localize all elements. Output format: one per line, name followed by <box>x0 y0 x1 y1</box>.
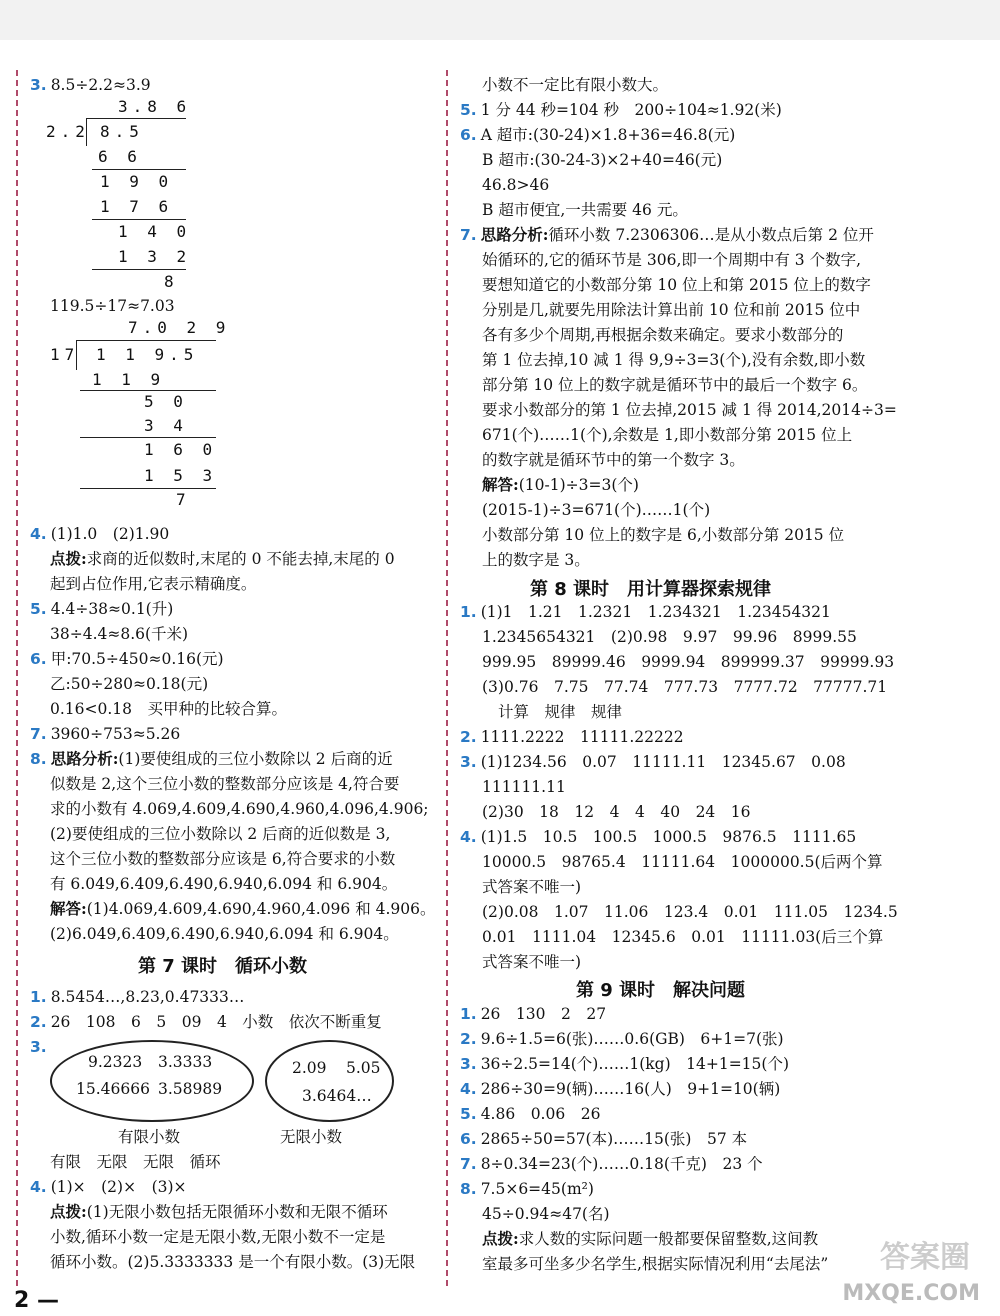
dividend: 1 1 9.5 <box>96 345 199 364</box>
s8-q4-line: (2)0.08 1.07 11.06 123.4 0.01 111.05 1234.5 <box>482 903 898 921</box>
q8-line: 这个三位小数的整数部分应该是 6,符合要求的小数 <box>50 850 396 868</box>
step: 1 7 6 <box>100 197 174 216</box>
s8-q1-line: 计算 规律 规律 <box>498 703 623 721</box>
left-margin-rule <box>16 70 18 1286</box>
s7-q4-tip-line: 循环小数。(2)5.3333333 是一个有限小数。(3)无限 <box>50 1253 416 1271</box>
remainder: 7 <box>176 490 191 509</box>
ellipse-value: 3.3333 <box>158 1053 213 1071</box>
step-line <box>80 390 216 391</box>
s8-q1: 1. (1)1 1.21 1.2321 1.234321 1.23454321 <box>460 603 831 621</box>
s8-q4: 4. (1)1.5 10.5 100.5 1000.5 9876.5 1111.65 <box>460 828 857 846</box>
s9-q5: 5. 4.86 0.06 26 <box>460 1105 601 1123</box>
page-number: 2 — <box>14 1288 59 1313</box>
s7-q4-tip-line: 小数,循环小数一定是无限小数,无限小数不一定是 <box>50 1228 386 1246</box>
step: 1 5 3 <box>144 466 218 485</box>
q4: 4. (1)1.0 (2)1.90 <box>30 525 170 543</box>
s9-q2: 2. 9.6÷1.5=6(张)……0.6(GB) 6+1=7(张) <box>460 1030 784 1048</box>
s8-q4-line: 式答案不唯一) <box>482 953 582 971</box>
q8-line: 似数是 2,这个三位小数的整数部分应该是 4,符合要 <box>50 775 400 793</box>
s9-q8-tip: 点拨:求人数的实际问题一般都要保留整数,这间教 <box>482 1229 819 1248</box>
ellipse-value: 15.46666 <box>76 1080 150 1098</box>
q7-line: 分别是几,就要先用除法计算出前 10 位和前 2015 位中 <box>482 301 861 319</box>
s8-q4-line: 10000.5 98765.4 11111.64 1000000.5(后两个算 <box>482 853 883 871</box>
q7: 7. 3960÷753≈5.26 <box>30 725 181 743</box>
q7-answer: 解答:(10-1)÷3=3(个) <box>482 475 639 494</box>
q7-line: 始循环的,它的循环节是 306,即一个周期中有 3 个数字, <box>482 251 862 269</box>
section-9-title: 第 9 课时 解决问题 <box>576 980 746 1001</box>
q5: 5. 1 分 44 秒=104 秒 200÷104≈1.92(米) <box>460 101 782 119</box>
q7-line: 各有多少个周期,再根据余数来确定。要求小数部分的 <box>482 326 844 344</box>
ellipse-value: 3.6464… <box>302 1087 372 1105</box>
ellipse-value: 3.58989 <box>158 1080 223 1098</box>
q5-b: 38÷4.4≈8.6(千米) <box>50 625 189 643</box>
center-column-rule <box>446 70 448 1286</box>
s8-q1-line: (3)0.76 7.75 77.74 777.73 7777.72 77777.71 <box>482 678 888 696</box>
s9-q7: 7. 8÷0.34=23(个)……0.18(千克) 23 个 <box>460 1155 763 1173</box>
step: 5 0 <box>144 392 188 411</box>
divisor: 17 <box>50 345 80 364</box>
step: 1 1 9 <box>92 370 166 389</box>
step: 1 3 2 <box>118 247 192 266</box>
s9-q8: 8. 7.5×6=45(m²) <box>460 1180 594 1198</box>
q7-line: 要想知道它的小数部分第 10 位上和第 2015 位上的数字 <box>482 276 871 294</box>
step: 1 6 0 <box>144 440 218 459</box>
step-line <box>80 488 216 489</box>
q8: 8. 思路分析:(1)要使组成的三位小数除以 2 后商的近 <box>30 749 393 768</box>
watermark-logo: 答案圈 <box>880 1240 970 1275</box>
q7-line: 要求小数部分的第 1 位去掉,2015 减 1 得 2014,2014÷3= <box>482 401 897 419</box>
q4-tip-2: 起到占位作用,它表示精确度。 <box>50 575 257 593</box>
infinite-decimal-ellipse <box>265 1040 394 1122</box>
s9-q1: 1. 26 130 2 27 <box>460 1005 607 1023</box>
q7-line: 的数字就是循环节中的第一个数字 3。 <box>482 451 745 469</box>
step: 3 4 <box>144 416 188 435</box>
q6-c: 0.16<0.18 买甲种的比较合算。 <box>50 700 288 718</box>
q8-line: 求的小数有 4.069,4.609,4.690,4.960,4.096,4.906; <box>50 800 429 818</box>
step: 6 6 <box>98 147 142 166</box>
q8-line: (2)要使组成的三位小数除以 2 后商的近似数是 3, <box>50 825 391 843</box>
finite-label: 有限小数 <box>118 1128 181 1146</box>
s7-q4: 4. (1)× (2)× (3)× <box>30 1178 187 1196</box>
q7-line: 部分第 10 位上的数字就是循环节中的最后一个数字 6。 <box>482 376 868 394</box>
top-margin-bar <box>0 0 1000 40</box>
step: 1 9 0 <box>100 172 174 191</box>
q8-answer: 解答:(1)4.069,4.609,4.690,4.960,4.096 和 4.906。 <box>50 899 436 918</box>
q7-answer-line: 小数部分第 10 位上的数字是 6,小数部分第 2015 位 <box>482 526 845 544</box>
q6: 6. 甲:70.5÷450≈0.16(元) <box>30 650 224 668</box>
q8-line: 有 6.049,6.409,6.490,6.940,6.094 和 6.904。 <box>50 875 398 893</box>
q7-answer-line: (2015-1)÷3=671(个)……1(个) <box>482 501 711 519</box>
continuation: 小数不一定比有限小数大。 <box>482 76 669 94</box>
q5: 5. 4.4÷38≈0.1(升) <box>30 600 174 618</box>
q6-c: 46.8>46 <box>482 176 550 194</box>
q6: 6. A 超市:(30-24)×1.8+36=46.8(元) <box>460 126 736 144</box>
division-bar <box>86 118 186 119</box>
q7-line: 第 1 位去掉,10 减 1 得 9,9÷3=3(个),没有余数,即小数 <box>482 351 866 369</box>
ellipse-value: 2.09 <box>292 1059 327 1077</box>
q3-line1: 3. 8.5÷2.2≈3.9 <box>30 76 151 94</box>
s7-q2: 2. 26 108 6 5 09 4 小数 依次不断重复 <box>30 1013 382 1031</box>
s7-q3: 3. <box>30 1038 47 1056</box>
s7-q3-words: 有限 无限 无限 循环 <box>50 1153 221 1171</box>
s8-q3: 3. (1)1234.56 0.07 11111.11 12345.67 0.08 <box>460 753 846 771</box>
section-8-title: 第 8 课时 用计算器探索规律 <box>530 579 772 600</box>
q3-line2: 119.5÷17≈7.03 <box>50 297 175 315</box>
q6-d: B 超市便宜,一共需要 46 元。 <box>482 201 688 219</box>
ellipse-value: 5.05 <box>346 1059 381 1077</box>
step-line <box>80 437 216 438</box>
step-line <box>92 219 186 220</box>
s8-q3-line: (2)30 18 12 4 4 40 24 16 <box>482 803 751 821</box>
s8-q4-line: 式答案不唯一) <box>482 878 582 896</box>
s8-q2: 2. 1111.2222 11111.22222 <box>460 728 684 746</box>
step-line <box>92 269 186 270</box>
s7-q4-tip: 点拨:(1)无限小数包括无限循环小数和无限不循环 <box>50 1202 388 1221</box>
quotient: 3.8 6 <box>118 97 192 116</box>
q6-b: B 超市:(30-24-3)×2+40=46(元) <box>482 151 723 169</box>
q7-answer-line: 上的数字是 3。 <box>482 551 590 569</box>
q4-tip: 点拨:求商的近似数时,末尾的 0 不能去掉,末尾的 0 <box>50 549 395 568</box>
q7: 7. 思路分析:循环小数 7.2306306…是从小数点后第 2 位开 <box>460 225 874 244</box>
s8-q4-line: 0.01 1111.04 12345.6 0.01 11111.03(后三个算 <box>482 928 884 946</box>
step-line <box>92 169 186 170</box>
infinite-label: 无限小数 <box>280 1128 343 1146</box>
s9-q8-tip-line: 室最多可坐多少名学生,根据实际情况利用“去尾法” <box>482 1255 829 1273</box>
remainder: 8 <box>164 272 179 291</box>
q7-line: 671(个)……1(个),余数是 1,即小数部分第 2015 位上 <box>482 426 853 444</box>
dividend: 8.5 <box>100 122 144 141</box>
s9-q6: 6. 2865÷50=57(本)……15(张) 57 本 <box>460 1130 748 1148</box>
s9-q4: 4. 286÷30=9(辆)……16(人) 9+1=10(辆) <box>460 1080 781 1098</box>
s9-q3: 3. 36÷2.5=14(个)……1(kg) 14+1=15(个) <box>460 1055 789 1073</box>
q8-answer-2: (2)6.049,6.409,6.490,6.940,6.094 和 6.904。 <box>50 925 399 943</box>
watermark: MXQE.COM <box>842 1281 980 1306</box>
s8-q3-line: 111111.11 <box>482 778 566 796</box>
division-bar <box>76 340 216 341</box>
section-7-title: 第 7 课时 循环小数 <box>138 956 308 977</box>
q6-b: 乙:50÷280≈0.18(元) <box>50 675 209 693</box>
divisor: 2.2 <box>46 122 90 141</box>
s9-q8-b: 45÷0.94≈47(名) <box>482 1205 610 1223</box>
s8-q1-line: 1.2345654321 (2)0.98 9.97 99.96 8999.55 <box>482 628 857 646</box>
quotient: 7.0 2 9 <box>128 318 231 337</box>
ellipse-value: 9.2323 <box>88 1053 143 1071</box>
step: 1 4 0 <box>118 222 192 241</box>
s8-q1-line: 999.95 89999.46 9999.94 899999.37 99999.93 <box>482 653 895 671</box>
s7-q1: 1. 8.5454…,8.23,0.47333… <box>30 988 245 1006</box>
